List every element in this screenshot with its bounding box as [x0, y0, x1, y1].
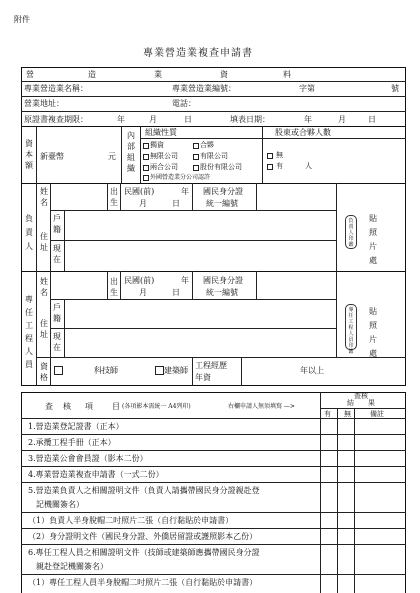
prev-review-label: 原證書複查期限：: [24, 115, 88, 124]
row-divider: [21, 544, 406, 545]
checklist-item: 3.營造業公會會員證（影本二份）: [28, 454, 148, 463]
resp-id-label2: 統一編號: [206, 199, 238, 208]
fill-date-day: 日: [368, 115, 376, 124]
section-header-1: 營: [26, 70, 34, 79]
eng-household-label: 戶籍: [53, 303, 61, 323]
org-option-unlimited: 無限公司: [150, 152, 178, 160]
col-divider: [320, 392, 321, 593]
option-checkbox[interactable]: [143, 165, 149, 171]
org-option-foreign: 外國營造業分公司認許: [150, 174, 211, 181]
org-option-limited: 有限公司: [200, 152, 228, 160]
address-label: 營業地址：: [24, 99, 64, 108]
eng-birth-month: 月: [139, 288, 147, 297]
org-option-sole: 獨資: [150, 141, 164, 149]
checklist-item: 親赴登記機關簽名）: [28, 562, 108, 571]
checklist-note: (各項影本需統一 A4列印): [122, 403, 191, 410]
resp-stamp-text: 負責人印鑑: [348, 218, 354, 248]
row-divider: [50, 328, 336, 329]
resp-birth-day: 日: [172, 199, 180, 208]
col-divider: [336, 183, 337, 271]
row-divider: [21, 183, 406, 184]
prev-review-year: 年: [117, 115, 125, 124]
responsible-label: 負責人: [25, 214, 33, 251]
capital-prefix: 新臺幣: [40, 152, 64, 161]
row-divider: [21, 574, 406, 575]
row-divider: [21, 418, 406, 419]
row-divider: [21, 450, 406, 451]
row-divider: [21, 126, 406, 127]
col-divider: [120, 183, 121, 210]
capital-label: 資本額: [25, 139, 33, 170]
section-header-3: 業: [154, 70, 162, 79]
col-divider: [36, 183, 37, 271]
col-divider: [121, 126, 122, 183]
row-divider: [320, 408, 406, 409]
option-checkbox[interactable]: [193, 143, 199, 149]
section-header-2: 造: [88, 70, 96, 79]
col-divider: [354, 408, 355, 593]
checklist-title-4: 目: [112, 402, 120, 411]
row-divider: [21, 512, 406, 513]
org-option-shares: 股份有限公司: [200, 163, 242, 171]
col-divider: [256, 271, 257, 299]
resp-birth-year: 年: [181, 187, 189, 196]
eng-birth-year: 年: [181, 276, 189, 285]
eng-tech-label: 科技師: [94, 366, 118, 375]
row-divider: [21, 81, 406, 82]
eng-exp-label2: 年資: [195, 373, 211, 382]
row-divider: [140, 138, 406, 139]
architect-checkbox[interactable]: [155, 366, 164, 375]
prev-review-day: 日: [184, 115, 192, 124]
result-title-4: 果: [368, 399, 375, 407]
section-header-5: 料: [283, 70, 291, 79]
option-checkbox[interactable]: [193, 165, 199, 171]
checklist-item: （1）專任工程人員半身脫帽二吋照片二張（自行黏貼於申請書）: [28, 578, 258, 587]
row-divider: [50, 240, 336, 241]
row-divider: [21, 96, 406, 97]
prev-review-month: 月: [149, 115, 157, 124]
checklist-title-1: 查: [45, 402, 53, 411]
eng-id-label: 國民身分證: [203, 276, 243, 285]
section-header-4: 資: [220, 70, 228, 79]
org-label: 內部組織: [127, 131, 135, 173]
option-checkbox[interactable]: [143, 154, 149, 160]
attachment-label: 附件: [14, 15, 30, 24]
row-divider: [21, 434, 406, 435]
col-divider: [36, 126, 37, 183]
company-no-hao: 號: [391, 84, 399, 93]
eng-birth-day: 日: [172, 288, 180, 297]
company-no-zi: 字第: [299, 84, 315, 93]
col-divider: [192, 183, 193, 210]
checklist-item: （2）身分證明文件（國民身分證、外僑居留證或護照影本乙份）: [28, 532, 258, 541]
org-option-partnership: 合夥: [200, 141, 214, 149]
checklist-item: 5.營造業負責人之相關證明文件（負責人請攜帶國民身分證親赴登: [28, 486, 260, 495]
row-divider: [21, 271, 406, 272]
shareholders-has: 有: [276, 162, 283, 170]
col-divider: [262, 126, 263, 183]
row-divider: [36, 357, 406, 358]
org-nature-title: 組織性質: [145, 128, 177, 137]
option-checkbox[interactable]: [193, 154, 199, 160]
phone-label: 電話：: [172, 99, 196, 108]
engineer-label: 專任工程人員: [25, 295, 33, 369]
result-title-2: 結: [347, 399, 354, 407]
resp-household-label: 戶籍: [53, 214, 61, 234]
row-divider: [21, 528, 406, 529]
row-divider: [50, 299, 336, 300]
company-no-label: 專業營造業編號：: [172, 84, 236, 93]
capital-unit: 元: [108, 152, 116, 161]
col-divider: [140, 126, 141, 183]
eng-birth-era: 民國(前): [124, 276, 155, 285]
shareholders-title: 股東或合夥人數: [275, 128, 331, 137]
checklist-item: 記機關簽名）: [28, 500, 84, 509]
col-none: 無: [344, 410, 351, 418]
fill-date-label: 填表日期：: [230, 115, 270, 124]
eng-id-label2: 統一編號: [206, 288, 238, 297]
checklist-item: （1）負責人半身脫帽二吋照片二張（自行黏貼於申請書）: [28, 516, 234, 525]
tech-checkbox[interactable]: [54, 366, 63, 375]
company-name-label: 專業營造業名稱：: [24, 84, 88, 93]
checklist-title-2: 核: [63, 402, 71, 411]
row-divider: [50, 210, 336, 211]
checklist-item: 4.專業營造業複查申請書（一式二份）: [28, 470, 164, 479]
col-divider: [107, 271, 108, 299]
resp-photo-area[interactable]: 貼照片處: [369, 214, 377, 265]
col-divider: [256, 183, 257, 210]
resp-birth-month: 月: [139, 199, 147, 208]
row-divider: [21, 482, 406, 483]
col-divider: [192, 357, 193, 386]
eng-addr-label: 住址: [40, 319, 48, 339]
org-option-two: 兩合公司: [150, 163, 178, 171]
col-has: 有: [324, 410, 331, 418]
eng-photo-area[interactable]: 貼照片處: [369, 307, 377, 358]
eng-name-label: 姓名: [40, 277, 48, 297]
resp-birth-era: 民國(前): [124, 187, 155, 196]
eng-years-up: 年以上: [300, 366, 324, 375]
checklist-item: 6.專任工程人員之相關證明文件（技師或建築師應攜帶國民身分證: [28, 548, 260, 557]
shareholders-none-checkbox[interactable]: [267, 153, 273, 159]
checklist-right-note: 右欄申請人無須填寫 —>: [228, 403, 295, 410]
eng-qual-label: 資格: [40, 362, 48, 382]
result-title-1: 查: [354, 392, 361, 400]
checklist-item: 1.營造業登記證書（正本）: [28, 422, 124, 431]
checklist-title-3: 項: [85, 402, 93, 411]
col-divider: [36, 271, 37, 386]
col-divider: [336, 271, 337, 357]
row-divider: [21, 466, 406, 467]
eng-architect-label: 建築師: [164, 366, 188, 375]
page-title: 專業營造業複查申請書: [143, 48, 253, 59]
checklist-item: 2.承攬工程手冊（正本）: [28, 438, 116, 447]
col-divider: [120, 271, 121, 299]
result-title-3: 核: [361, 392, 368, 400]
col-remark: 備註: [370, 410, 384, 418]
resp-id-label: 國民身分證: [203, 187, 243, 196]
resp-current-label: 現在: [53, 244, 61, 264]
shareholders-none: 無: [276, 151, 283, 159]
col-divider: [192, 271, 193, 299]
option-checkbox[interactable]: [143, 143, 149, 149]
fill-date-year: 年: [304, 115, 312, 124]
eng-current-label: 現在: [53, 332, 61, 352]
row-divider: [21, 111, 406, 112]
resp-addr-label: 住址: [40, 232, 48, 252]
col-divider: [241, 357, 242, 386]
option-checkbox[interactable]: [143, 175, 149, 181]
resp-birth-label: 出生: [110, 187, 118, 207]
eng-stamp-text: 專任工程人員印鑑: [348, 307, 354, 355]
shareholders-has-checkbox[interactable]: [267, 164, 273, 170]
fill-date-month: 月: [338, 115, 346, 124]
col-divider: [337, 408, 338, 593]
resp-name-label: 姓名: [40, 187, 48, 207]
shareholders-people: 人: [305, 162, 312, 170]
eng-exp-label: 工程經歷: [195, 361, 227, 370]
eng-birth-label: 出生: [110, 277, 118, 297]
col-divider: [107, 183, 108, 210]
